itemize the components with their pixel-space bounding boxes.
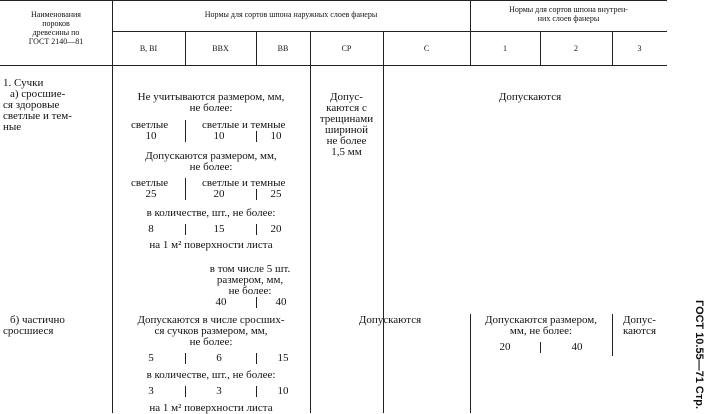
header-inner-group-line: Нормы для сортов шпона внутрен- [509, 5, 628, 14]
row2-inner12-value: 20 [499, 341, 511, 353]
col-divider-c [383, 31, 384, 413]
row1-dark-value: 10 [270, 130, 282, 142]
grade-inner-2: 2 [574, 44, 578, 53]
row1-label-line: а) сросшие- [10, 88, 66, 100]
row2-size-value: 15 [277, 352, 289, 364]
row1-text: Не учитываются размером, мм, [137, 91, 285, 103]
value-separator [256, 353, 257, 364]
row2-inner3-text: Допус- [623, 314, 656, 326]
value-separator [185, 131, 186, 142]
row1-label-line: светлые и тем- [3, 110, 72, 122]
header-defects-line: пороков [42, 19, 70, 28]
value-separator [185, 386, 186, 397]
header-mid-rule [112, 31, 667, 32]
row1-light-label: светлые [131, 119, 169, 131]
value-separator [540, 342, 541, 353]
row1-cp-line: трещинами [319, 113, 374, 125]
header-defects-line: ГОСТ 2140—81 [28, 37, 84, 46]
value-separator [256, 297, 257, 308]
row1-label-line: 1. Сучки [3, 77, 44, 89]
value-separator [185, 353, 186, 364]
side-running-header: ГОСТ 10.55—71 Стр. [693, 300, 705, 410]
row1-cp-line: шириной [324, 124, 369, 136]
grade-b-bi: B, BI [139, 44, 158, 53]
row1-incl-value: 40 [215, 296, 227, 308]
row1-cp-line: не более [326, 135, 367, 147]
row1-text: не более: [189, 102, 233, 114]
grade-bbx: BBX [212, 44, 229, 53]
row1-count-value: 15 [213, 223, 225, 235]
value-separator [185, 224, 186, 235]
row2-count-value: 3 [148, 385, 154, 397]
row1-dark-value: 20 [213, 188, 225, 200]
row2-label-line: сросшиеся [3, 325, 54, 337]
value-separator [256, 386, 257, 397]
row1-dark-value: 25 [270, 188, 282, 200]
row2-text: Допускаются в числе сросших- [137, 314, 285, 326]
value-separator [256, 131, 257, 142]
row2-text: ся сучков размером, мм, [154, 325, 268, 337]
row1-cp-line: Допус- [330, 91, 363, 103]
grade-cp: CP [341, 44, 352, 53]
row1-light-value: 25 [145, 188, 157, 200]
row1-dark-label: светлые и темные [202, 177, 286, 189]
grade-inner-1: 1 [503, 44, 507, 53]
row2-inner12-text: мм, не более: [509, 325, 573, 337]
header-defects-line: древесины по [32, 28, 80, 37]
header-inner-group-line: них слоев фанеры [537, 14, 600, 23]
col-divider-defects [112, 0, 113, 413]
row1-area-label: на 1 м² поверхности листа [149, 239, 273, 251]
value-separator [256, 189, 257, 200]
row2-count-value: 3 [216, 385, 222, 397]
row1-label-line: ся здоровые [3, 99, 60, 111]
row1-cp-line: 1,5 мм [331, 146, 362, 158]
row2-inner12-text: Допускаются размером, [485, 314, 597, 326]
header-outer-group: Нормы для сортов шпона наружных слоев фанеры [204, 10, 378, 19]
row1-incl-text: не более: [228, 285, 272, 297]
row2-inner12-value: 40 [571, 341, 583, 353]
row1-text: не более: [189, 161, 233, 173]
grade-bb: BB [277, 44, 289, 53]
row2-count-value: 10 [277, 385, 289, 397]
value-separator [185, 189, 186, 200]
row1-incl-text: в том числе 5 шт. [209, 263, 291, 275]
row1-label-line: ные [3, 121, 22, 133]
row1-incl-value: 40 [275, 296, 287, 308]
row2-label-line: б) частично [10, 314, 65, 326]
grade-inner-3: 3 [637, 44, 642, 53]
header-bottom-rule [0, 65, 667, 66]
row1-text: Допускаются размером, мм, [145, 150, 277, 162]
row1-light-value: 10 [145, 130, 157, 142]
value-separator [185, 178, 186, 189]
row2-inner3-text: каются [622, 325, 657, 337]
row2-size-value: 5 [148, 352, 154, 364]
row1-count-label: в количестве, шт., не более: [146, 207, 276, 219]
value-separator [185, 120, 186, 131]
value-separator [256, 224, 257, 235]
row1-count-value: 8 [148, 223, 154, 235]
col-divider-cp [310, 31, 311, 413]
row1-dark-value: 10 [213, 130, 225, 142]
header-defects-line: Наименования [31, 10, 81, 19]
row1-dark-label: светлые и темные [202, 119, 286, 131]
row2-area-label: на 1 м² поверхности листа [149, 402, 273, 414]
row1-incl-text: размером, мм, [216, 274, 284, 286]
header-top-rule [0, 0, 667, 1]
row1-light-label: светлые [131, 177, 169, 189]
row1-inner-text: Допускаются [498, 91, 562, 103]
row1-count-value: 20 [270, 223, 282, 235]
row1-cp-line: каются с [326, 102, 367, 114]
grade-c: C [423, 44, 430, 53]
row2-cp-c-text: Допускаются [358, 314, 422, 326]
row2-text: не более: [189, 336, 233, 348]
row2-size-value: 6 [216, 352, 222, 364]
row2-count-label: в количестве, шт., не более: [146, 369, 276, 381]
